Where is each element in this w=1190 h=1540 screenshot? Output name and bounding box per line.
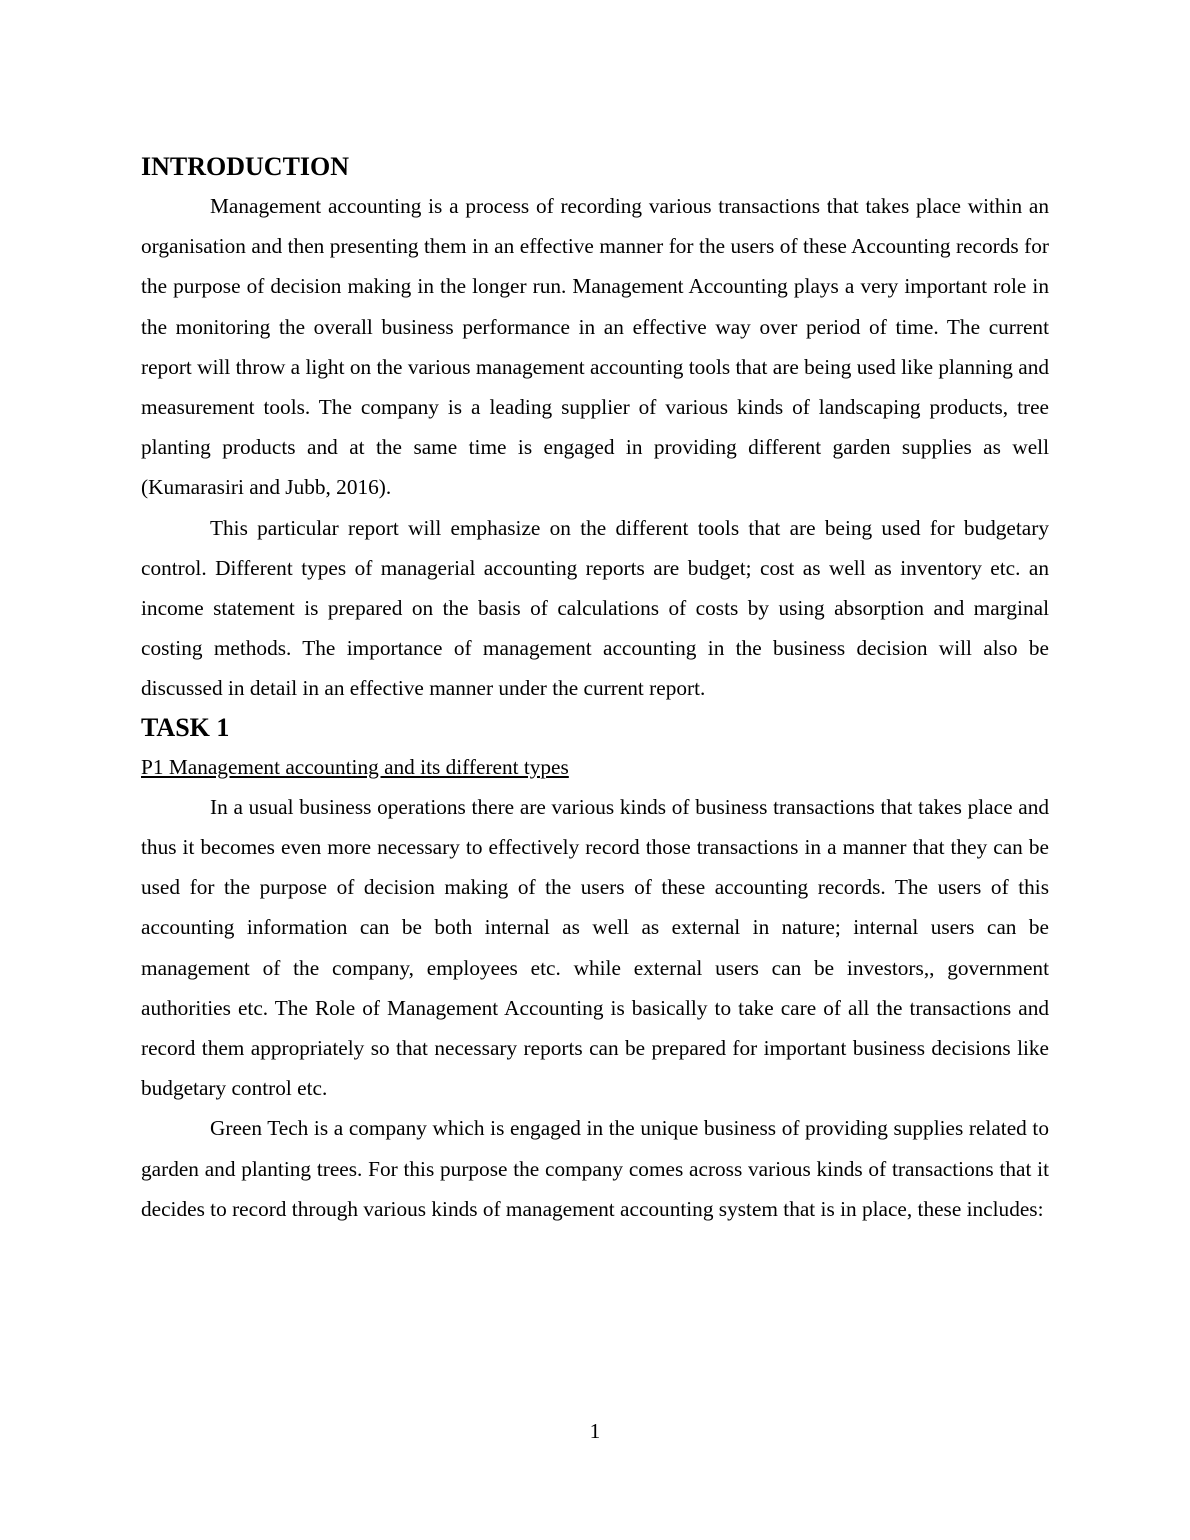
task-paragraph-1: In a usual business operations there are various kinds of business transactions that takes place and thus it becomes even more necessary to effectively record those transactions in a manner that they can be used for the purpose of decision making of the users of these accounting records. The users of this accounting information can be both internal as well as external in nature; internal users can be management of the company, employees etc. while external users can be investors,, government authorities etc. The Role of Management Accounting is basically to take care of all the transactions and record them appropriately so that necessary reports can be prepared for important business decisions like budgetary control etc. <box>141 794 1049 1101</box>
page-content <box>141 148 1049 1229</box>
task-1-heading: TASK 1 <box>141 712 230 742</box>
p1-subheading: P1 Management accounting and its different types <box>141 754 569 779</box>
intro-paragraph-1: Management accounting is a process of recording various transactions that takes place within an organisation and then presenting them in an effective manner for the users of these Accounting records for the purpose of decision making in the longer run. Management Accounting plays a very important role in the monitoring the overall business performance in an effective way over period of time. The current report will throw a light on the various management accounting tools that are being used like planning and measurement tools. The company is a leading supplier of various kinds of landscaping products, tree planting products and at the same time is engaged in providing different garden supplies as well (Kumarasiri and Jubb, 2016). <box>141 194 1049 500</box>
introduction-heading: INTRODUCTION <box>141 152 350 181</box>
task-paragraph-2: Green Tech is a company which is engaged in the unique business of providing supplies related to garden and planting trees. For this purpose the company comes across various kinds of transactions that it decides to record through various kinds of management accounting system that is in place, these includes: <box>141 1116 1049 1221</box>
page-number: 1 <box>589 1419 601 1443</box>
intro-paragraph-2: This particular report will emphasize on the different tools that are being used for budgetary control. Different types of managerial accounting reports are budget; cost as well as inventory etc. an income statement is prepared on the basis of calculations of costs by using absorption and marginal costing methods. The importance of management accounting in the business decision will also be discussed in detail in an effective manner under the current report. <box>141 515 1049 701</box>
